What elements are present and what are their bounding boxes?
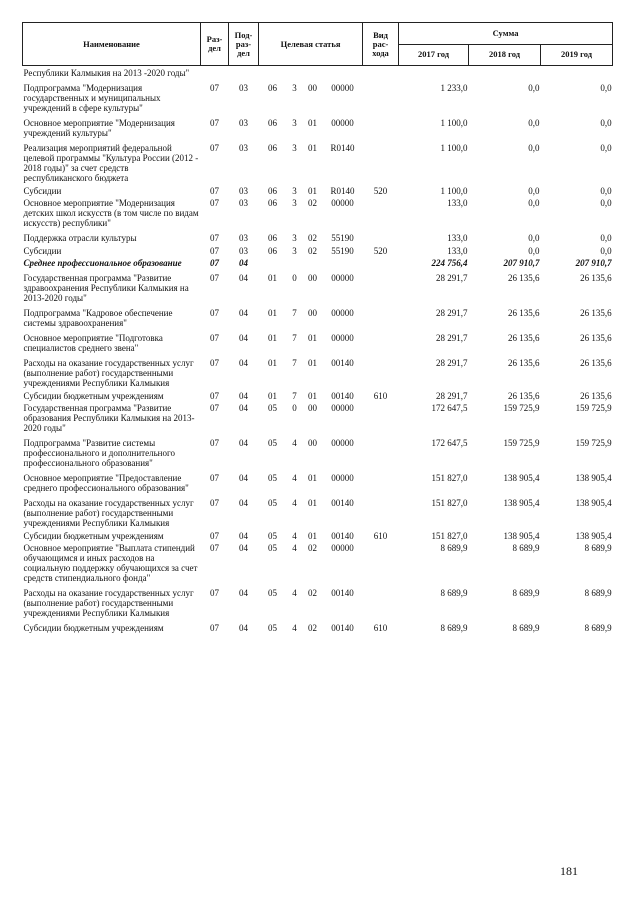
row-sum-2018: 0,0 <box>528 246 540 256</box>
row-sum-2018: 26 135,6 <box>508 391 540 401</box>
row-target-event: 00 <box>308 83 317 93</box>
table-row <box>23 66 613 82</box>
row-expense-type <box>363 586 399 621</box>
row-target-event: 01 <box>308 186 317 196</box>
row-sum-2019: 159 725,9 <box>575 403 612 413</box>
row-sum-2019: 0,0 <box>600 233 612 243</box>
row-target-subprogram: 4 <box>292 473 297 483</box>
row-subsection: 04 <box>239 273 248 283</box>
row-expense-type: 520 <box>373 186 388 196</box>
row-target-program <box>259 256 287 271</box>
row-target-direction: 00140 <box>331 531 354 541</box>
row-name: Субсидии бюджетным учреждениям <box>23 623 164 633</box>
row-target-direction: 55190 <box>331 246 354 256</box>
row-sum-2017: 28 291,7 <box>436 308 468 318</box>
row-target-event: 02 <box>308 588 317 598</box>
row-name: Основное мероприятие "Модернизация детских школ искусств (в том числе по видам искусств) республики" <box>23 198 199 228</box>
row-section: 07 <box>210 438 219 448</box>
row-sum-2017: 1 100,0 <box>440 118 468 128</box>
row-target-event: 00 <box>308 308 317 318</box>
row-target-direction: 00000 <box>331 333 354 343</box>
table-row <box>23 186 613 196</box>
row-section: 07 <box>210 258 219 268</box>
row-target-direction: 00000 <box>331 118 354 128</box>
row-subsection: 04 <box>239 438 248 448</box>
row-sum-2017: 151 827,0 <box>431 473 468 483</box>
row-expense-type <box>363 66 399 82</box>
row-sum-2017: 28 291,7 <box>436 273 468 283</box>
row-target-program: 01 <box>268 333 277 343</box>
row-target-subprogram: 3 <box>292 233 297 243</box>
row-expense-type <box>363 436 399 471</box>
row-expense-type: 610 <box>373 623 388 633</box>
row-target-event: 00 <box>308 438 317 448</box>
row-sum-2018: 26 135,6 <box>508 308 540 318</box>
table-header <box>23 23 613 66</box>
row-sum-2019: 26 135,6 <box>580 273 612 283</box>
row-target-subprogram <box>287 256 303 271</box>
row-sum-2018: 8 689,9 <box>512 623 540 633</box>
table-row <box>23 116 613 141</box>
row-section: 07 <box>210 143 219 153</box>
header-year-2017: 2017 год <box>399 44 469 66</box>
row-sum-2017: 172 647,5 <box>431 403 468 413</box>
row-name: Подпрограмма "Модернизация государственных и муниципальных учреждений в сфере культуры" <box>23 83 161 113</box>
row-sum-2019: 8 689,9 <box>584 623 612 633</box>
row-target-program: 01 <box>268 358 277 368</box>
row-section: 07 <box>210 391 219 401</box>
row-target-program: 05 <box>268 498 277 508</box>
row-target-event: 01 <box>308 333 317 343</box>
row-name: Основное мероприятие "Подготовка специалистов среднего звена" <box>23 333 163 353</box>
row-sum-2017: 8 689,9 <box>440 543 468 553</box>
row-target-program: 01 <box>268 308 277 318</box>
row-sum-2018: 0,0 <box>528 186 540 196</box>
row-target-direction: 00000 <box>331 403 354 413</box>
row-name: Государственная программа "Развитие здравоохранения Республики Калмыкия на 2013-2020 годы" <box>23 273 189 303</box>
row-subsection: 03 <box>239 233 248 243</box>
row-sum-2019: 26 135,6 <box>580 391 612 401</box>
budget-table <box>22 22 613 636</box>
row-sum-2018: 8 689,9 <box>512 588 540 598</box>
row-sum-2017: 1 233,0 <box>440 83 468 93</box>
row-sum-2017: 133,0 <box>447 246 468 256</box>
row-target-subprogram: 0 <box>292 403 297 413</box>
row-target-subprogram: 4 <box>292 588 297 598</box>
row-target-subprogram: 3 <box>292 198 297 208</box>
row-target-event: 02 <box>308 543 317 553</box>
row-target-subprogram: 7 <box>292 358 297 368</box>
row-expense-type: 520 <box>373 246 388 256</box>
table-row <box>23 246 613 256</box>
row-target-direction: 00000 <box>331 83 354 93</box>
row-subsection: 04 <box>239 358 248 368</box>
row-target-subprogram: 3 <box>292 83 297 93</box>
row-name: Субсидии бюджетным учреждениям <box>23 531 164 541</box>
row-sum-2017: 8 689,9 <box>440 623 468 633</box>
row-sum-2018: 26 135,6 <box>508 273 540 283</box>
table-row <box>23 471 613 496</box>
row-target-event <box>303 66 323 82</box>
row-subsection: 04 <box>239 403 248 413</box>
row-expense-type: 610 <box>373 391 388 401</box>
row-subsection: 03 <box>239 186 248 196</box>
row-subsection: 04 <box>239 473 248 483</box>
row-name: Расходы на оказание государственных услуг (выполнение работ) государственными учреждениями Республики Калмыкия <box>23 358 194 388</box>
row-target-direction: 00140 <box>331 358 354 368</box>
row-target-program: 06 <box>268 246 277 256</box>
row-sum-2018: 26 135,6 <box>508 333 540 343</box>
row-expense-type <box>363 141 399 186</box>
row-sum-2017: 28 291,7 <box>436 358 468 368</box>
row-target-program: 05 <box>268 403 277 413</box>
row-subsection: 03 <box>239 143 248 153</box>
row-target-program: 06 <box>268 233 277 243</box>
row-target-subprogram: 3 <box>292 186 297 196</box>
row-sum-2019: 207 910,7 <box>575 258 612 268</box>
row-sum-2017: 172 647,5 <box>431 438 468 448</box>
row-name: Субсидии <box>23 246 62 256</box>
row-subsection: 04 <box>239 498 248 508</box>
row-target-program: 05 <box>268 543 277 553</box>
row-sum-2018: 138 905,4 <box>503 473 540 483</box>
row-sum-2018: 159 725,9 <box>503 438 540 448</box>
row-target-direction: 00000 <box>331 273 354 283</box>
row-sum-2018: 0,0 <box>528 143 540 153</box>
row-target-subprogram: 4 <box>292 531 297 541</box>
row-sum-2019 <box>541 66 613 82</box>
row-target-event: 00 <box>308 273 317 283</box>
row-expense-type <box>363 306 399 331</box>
row-target-direction: 00140 <box>331 498 354 508</box>
row-sum-2019: 8 689,9 <box>584 543 612 553</box>
row-target-subprogram: 4 <box>292 498 297 508</box>
row-section: 07 <box>210 186 219 196</box>
row-section: 07 <box>210 198 219 208</box>
row-target-subprogram: 3 <box>292 246 297 256</box>
row-target-direction: 00000 <box>331 438 354 448</box>
table-row <box>23 531 613 541</box>
row-name: Подпрограмма "Кадровое обеспечение системы здравоохранения" <box>23 308 173 328</box>
row-section: 07 <box>210 358 219 368</box>
row-section: 07 <box>210 83 219 93</box>
table-row <box>23 496 613 531</box>
table-body <box>23 66 613 637</box>
table-row <box>23 541 613 586</box>
row-expense-type <box>363 116 399 141</box>
row-section: 07 <box>210 588 219 598</box>
row-sum-2019: 26 135,6 <box>580 333 612 343</box>
row-sum-2018: 26 135,6 <box>508 358 540 368</box>
row-sum-2018: 0,0 <box>528 83 540 93</box>
row-expense-type <box>363 541 399 586</box>
row-expense-type <box>363 81 399 116</box>
row-name: Субсидии бюджетным учреждениям <box>23 391 164 401</box>
row-target-program: 05 <box>268 623 277 633</box>
row-expense-type <box>363 196 399 231</box>
row-target-direction: 00000 <box>331 308 354 318</box>
row-subsection: 04 <box>239 333 248 343</box>
header-subsection: Под- раз- дел <box>229 23 259 66</box>
row-expense-type <box>363 356 399 391</box>
table-row <box>23 356 613 391</box>
row-sum-2019: 0,0 <box>600 143 612 153</box>
row-sum-2017: 1 100,0 <box>440 143 468 153</box>
row-expense-type <box>363 256 399 271</box>
page-number: 181 <box>560 864 578 878</box>
row-target-subprogram <box>287 66 303 82</box>
table-row <box>23 621 613 636</box>
row-target-event: 01 <box>308 531 317 541</box>
row-subsection: 03 <box>239 198 248 208</box>
row-target-program: 06 <box>268 118 277 128</box>
row-target-event: 01 <box>308 358 317 368</box>
row-name: Поддержка отрасли культуры <box>23 233 137 243</box>
row-target-program: 01 <box>268 391 277 401</box>
row-expense-type <box>363 231 399 246</box>
row-sum-2019: 0,0 <box>600 83 612 93</box>
header-year-2018: 2018 год <box>469 44 541 66</box>
row-target-event: 01 <box>308 473 317 483</box>
row-sum-2018: 207 910,7 <box>503 258 540 268</box>
row-name: Расходы на оказание государственных услуг (выполнение работ) государственными учреждениями Республики Калмыкия <box>23 498 194 528</box>
row-target-subprogram: 4 <box>292 438 297 448</box>
row-target-program: 05 <box>268 531 277 541</box>
row-sum-2017: 133,0 <box>447 198 468 208</box>
row-sum-2019: 0,0 <box>600 186 612 196</box>
row-target-direction: 00000 <box>331 543 354 553</box>
row-target-event: 01 <box>308 498 317 508</box>
row-target-program: 06 <box>268 83 277 93</box>
row-target-direction: 00000 <box>331 198 354 208</box>
row-target-direction: 00000 <box>331 473 354 483</box>
row-target-program: 06 <box>268 198 277 208</box>
table-row <box>23 306 613 331</box>
row-target-direction: R0140 <box>330 186 355 196</box>
row-name: Основное мероприятие "Модернизация учреждений культуры" <box>23 118 175 138</box>
row-target-subprogram: 4 <box>292 543 297 553</box>
header-name: Наименование <box>23 23 201 66</box>
row-target-subprogram: 0 <box>292 273 297 283</box>
row-target-direction: 55190 <box>331 233 354 243</box>
row-expense-type <box>363 471 399 496</box>
row-target-event: 02 <box>308 198 317 208</box>
row-section: 07 <box>210 118 219 128</box>
row-target-event: 02 <box>308 623 317 633</box>
row-sum-2017: 8 689,9 <box>440 588 468 598</box>
row-section: 07 <box>210 531 219 541</box>
row-sum-2018: 159 725,9 <box>503 403 540 413</box>
table-row <box>23 401 613 436</box>
row-expense-type <box>363 401 399 436</box>
row-sum-2019: 138 905,4 <box>575 531 612 541</box>
row-target-event: 01 <box>308 118 317 128</box>
row-name: Среднее профессиональное образование <box>23 258 182 268</box>
row-sum-2017 <box>399 66 469 82</box>
row-target-program: 05 <box>268 438 277 448</box>
row-name: Субсидии <box>23 186 62 196</box>
row-target-program: 05 <box>268 588 277 598</box>
row-target-subprogram: 7 <box>292 333 297 343</box>
row-sum-2019: 138 905,4 <box>575 498 612 508</box>
row-section: 07 <box>210 473 219 483</box>
row-sum-2019: 8 689,9 <box>584 588 612 598</box>
row-subsection: 04 <box>239 531 248 541</box>
row-section: 07 <box>210 403 219 413</box>
row-sum-2019: 26 135,6 <box>580 358 612 368</box>
row-subsection: 04 <box>239 543 248 553</box>
row-target-subprogram: 3 <box>292 118 297 128</box>
row-sum-2018: 138 905,4 <box>503 498 540 508</box>
row-section: 07 <box>210 623 219 633</box>
row-sum-2019: 0,0 <box>600 246 612 256</box>
row-target-program: 06 <box>268 186 277 196</box>
row-target-direction: R0140 <box>330 143 355 153</box>
row-subsection: 03 <box>239 83 248 93</box>
row-section: 07 <box>210 543 219 553</box>
row-target-event: 01 <box>308 143 317 153</box>
table-row <box>23 331 613 356</box>
row-name: Государственная программа "Развитие образования Республики Калмыкия на 2013-2020 годы" <box>23 403 195 433</box>
row-sum-2019: 26 135,6 <box>580 308 612 318</box>
table-row <box>23 141 613 186</box>
table-row <box>23 196 613 231</box>
row-subsection: 04 <box>239 258 248 268</box>
row-sum-2019: 159 725,9 <box>575 438 612 448</box>
row-target-program <box>259 66 287 82</box>
row-target-program: 05 <box>268 473 277 483</box>
row-expense-type <box>363 271 399 306</box>
row-target-program: 01 <box>268 273 277 283</box>
row-target-subprogram: 4 <box>292 623 297 633</box>
row-target-event: 00 <box>308 403 317 413</box>
row-section <box>201 66 229 82</box>
table-row <box>23 81 613 116</box>
table-row <box>23 256 613 271</box>
row-target-direction: 00140 <box>331 391 354 401</box>
row-expense-type <box>363 496 399 531</box>
header-section: Раз- дел <box>201 23 229 66</box>
row-target-direction: 00140 <box>331 623 354 633</box>
row-name: Основное мероприятие "Выплата стипендий обучающимся и иных расходов на социальную поддержку обучающихся за счет средств стипендиального фонда" <box>23 543 198 583</box>
row-target-direction <box>323 66 363 82</box>
row-subsection: 04 <box>239 588 248 598</box>
row-subsection: 04 <box>239 623 248 633</box>
row-sum-2017: 224 756,4 <box>431 258 468 268</box>
row-sum-2017: 133,0 <box>447 233 468 243</box>
row-target-subprogram: 3 <box>292 143 297 153</box>
row-target-program: 06 <box>268 143 277 153</box>
row-section: 07 <box>210 246 219 256</box>
row-subsection: 03 <box>239 246 248 256</box>
row-sum-2017: 28 291,7 <box>436 391 468 401</box>
header-year-2019: 2019 год <box>541 44 613 66</box>
row-sum-2018: 0,0 <box>528 233 540 243</box>
row-target-subprogram: 7 <box>292 308 297 318</box>
row-target-subprogram: 7 <box>292 391 297 401</box>
header-expense-type: Вид рас- хода <box>363 23 399 66</box>
row-sum-2019: 0,0 <box>600 118 612 128</box>
table-row <box>23 231 613 246</box>
row-section: 07 <box>210 333 219 343</box>
row-sum-2018 <box>469 66 541 82</box>
row-sum-2017: 1 100,0 <box>440 186 468 196</box>
row-name: Республики Калмыкия на 2013 -2020 годы" <box>23 68 190 78</box>
row-expense-type: 610 <box>373 531 388 541</box>
row-subsection <box>229 66 259 82</box>
header-sum: Сумма <box>399 23 613 45</box>
row-name: Подпрограмма "Развитие системы профессионального и дополнительного профессионального образования" <box>23 438 175 468</box>
row-sum-2018: 0,0 <box>528 198 540 208</box>
row-sum-2018: 138 905,4 <box>503 531 540 541</box>
row-target-event <box>303 256 323 271</box>
row-sum-2019: 138 905,4 <box>575 473 612 483</box>
table-row <box>23 391 613 401</box>
table-row <box>23 271 613 306</box>
row-subsection: 03 <box>239 118 248 128</box>
row-sum-2017: 151 827,0 <box>431 498 468 508</box>
row-sum-2017: 28 291,7 <box>436 333 468 343</box>
row-subsection: 04 <box>239 391 248 401</box>
row-expense-type <box>363 331 399 356</box>
row-name: Реализация мероприятий федеральной целевой программы "Культура России (2012 - 2018 годы)" за счет средств республиканского бюджета <box>23 143 199 183</box>
row-target-event: 02 <box>308 246 317 256</box>
table-row <box>23 586 613 621</box>
row-subsection: 04 <box>239 308 248 318</box>
row-section: 07 <box>210 308 219 318</box>
row-name: Расходы на оказание государственных услуг (выполнение работ) государственными учреждениями Республики Калмыкия <box>23 588 194 618</box>
row-sum-2019: 0,0 <box>600 198 612 208</box>
row-target-event: 02 <box>308 233 317 243</box>
row-sum-2018: 0,0 <box>528 118 540 128</box>
row-target-direction <box>323 256 363 271</box>
row-section: 07 <box>210 273 219 283</box>
row-sum-2018: 8 689,9 <box>512 543 540 553</box>
table-row <box>23 436 613 471</box>
row-name: Основное мероприятие "Предоставление среднего профессионального образования" <box>23 473 189 493</box>
row-target-direction: 00140 <box>331 588 354 598</box>
row-sum-2017: 151 827,0 <box>431 531 468 541</box>
row-section: 07 <box>210 233 219 243</box>
header-target: Целевая статья <box>259 23 363 66</box>
row-target-event: 01 <box>308 391 317 401</box>
row-section: 07 <box>210 498 219 508</box>
